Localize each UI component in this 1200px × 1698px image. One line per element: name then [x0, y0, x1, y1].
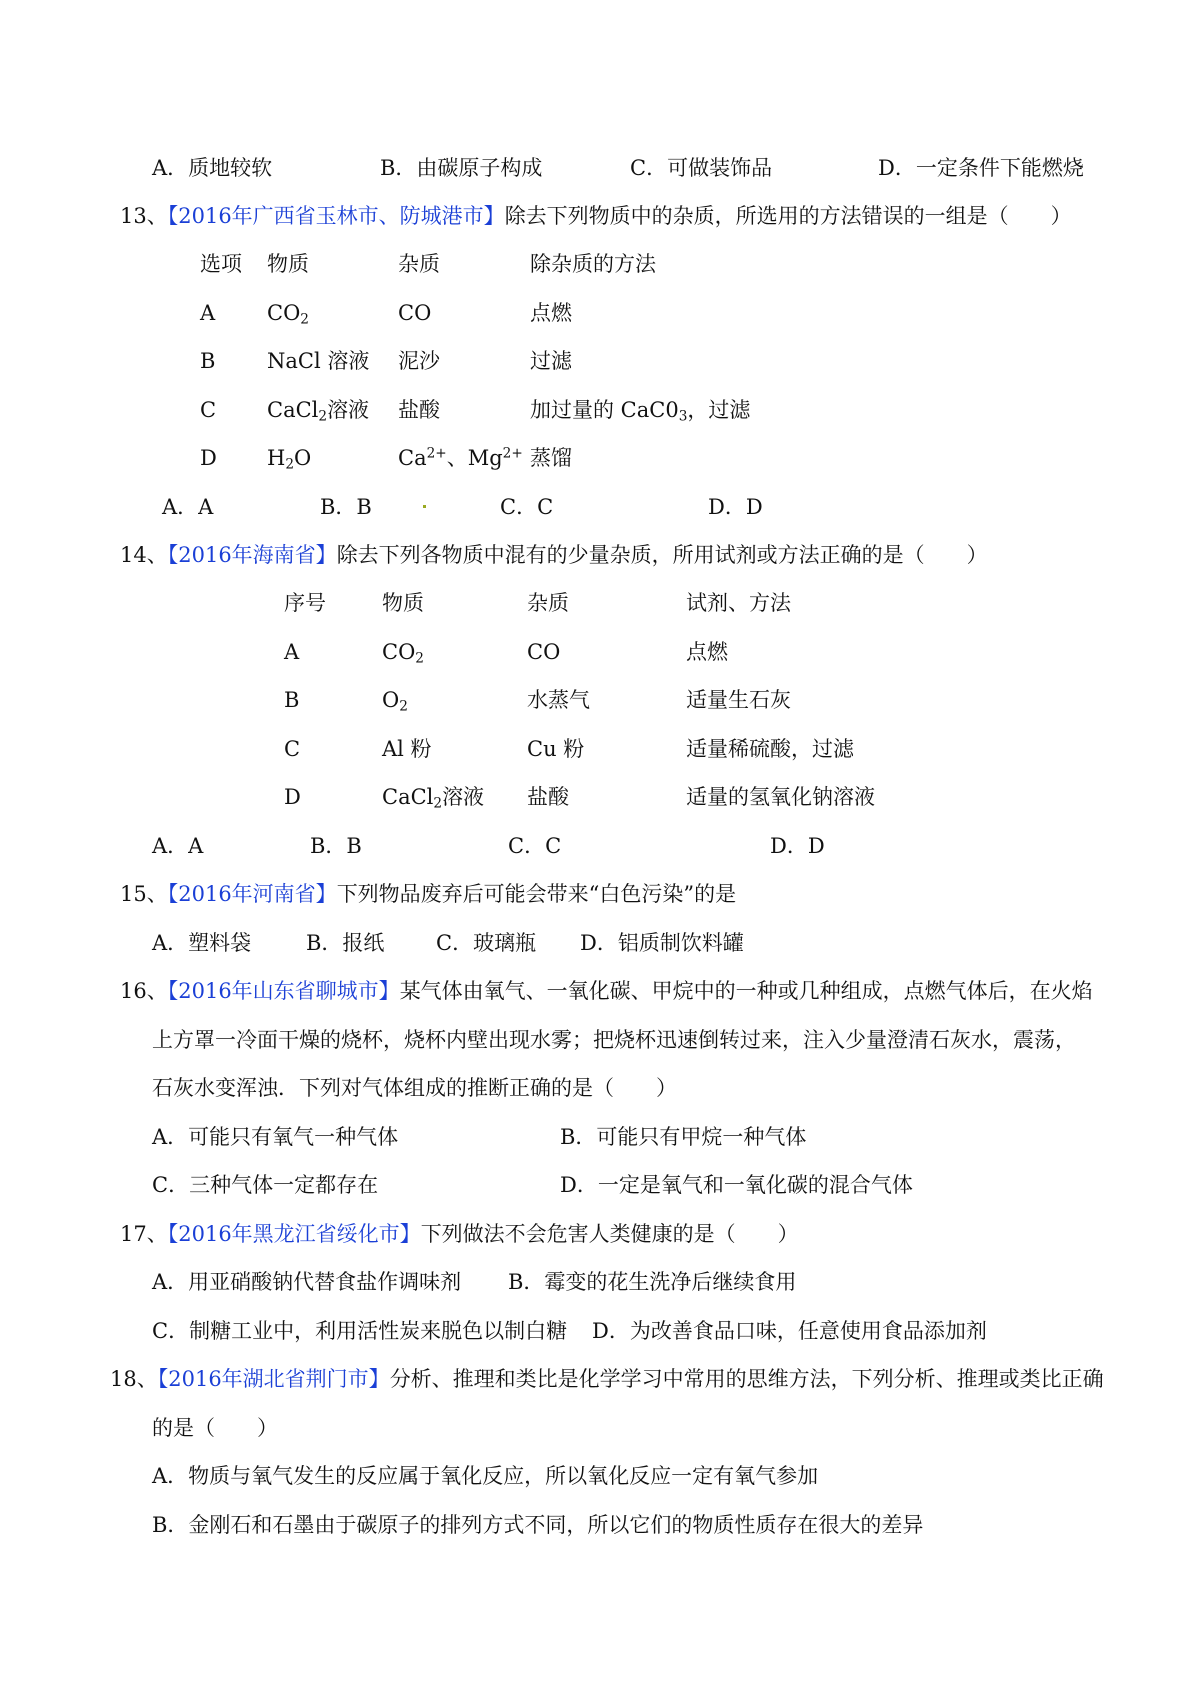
q13-option-a: A．A — [162, 495, 214, 519]
q14-row-method: 适量的氢氧化钠溶液 — [686, 785, 875, 809]
q14-row-substance: $O_2$ — [382, 688, 408, 715]
q16-stem-line-2: 上方罩一冷面干燥的烧杯，烧杯内壁出现水雾；把烧杯迅速倒转过来，注入少量澄清石灰水，震荡， — [152, 1028, 1076, 1052]
q14-row-number: A — [284, 640, 300, 664]
q13-row-method: 加过量的 $CaC0_3$，过滤 — [530, 398, 751, 425]
question-stem: 除去下列各物质中混有的少量杂质，所用试剂或方法正确的是（ ） — [336, 543, 988, 567]
q12-option-c: C．可做装饰品 — [630, 156, 773, 180]
q13-header-option: 选项 — [200, 252, 242, 276]
q13-row-method: 点燃 — [530, 301, 572, 325]
q14-row-method: 适量生石灰 — [686, 688, 791, 712]
q14-row-impurity: Cu 粉 — [527, 737, 585, 761]
q14-row-substance: $CO_2$ — [382, 640, 424, 667]
q13-row-option: B — [200, 349, 216, 373]
question-stem: 某气体由氧气、一氧化碳、甲烷中的一种或几种组成，点燃气体后，在火焰 — [399, 979, 1093, 1003]
question-source: 【2016年海南省】 — [167, 543, 337, 567]
q15-option-a: A．塑料袋 — [152, 931, 252, 955]
q16-option-b: B．可能只有甲烷一种气体 — [560, 1125, 807, 1149]
q15-option-d: D．铝质制饮料罐 — [580, 931, 744, 955]
q13-option-d: D．D — [708, 495, 763, 519]
question-source: 【2016年黑龙江省绥化市】 — [167, 1222, 421, 1246]
question-15 — [120, 881, 736, 907]
q14-option-b: B．B — [310, 834, 362, 858]
q17-option-c: C．制糖工业中，利用活性炭来脱色以制白糖 — [152, 1319, 568, 1343]
q13-header-method: 除杂质的方法 — [530, 252, 656, 276]
q14-option-a: A．A — [152, 834, 204, 858]
q14-row-impurity: CO — [527, 640, 561, 664]
question-source: 【2016年河南省】 — [167, 882, 337, 906]
q17-option-b: B．霉变的花生洗净后继续食用 — [508, 1270, 797, 1294]
q13-option-c: C．C — [500, 495, 554, 519]
q17-option-a: A．用亚硝酸钠代替食盐作调味剂 — [152, 1270, 462, 1294]
question-13 — [120, 203, 1072, 229]
q16-option-a: A．可能只有氧气一种气体 — [152, 1125, 399, 1149]
question-stem: 下列物品废弃后可能会带来“白色污染”的是 — [336, 882, 737, 906]
question-stem: 分析、推理和类比是化学学习中常用的思维方法，下列分析、推理或类比正确 — [389, 1367, 1104, 1391]
q13-row-substance: CaCl$_2$溶液 — [267, 398, 370, 425]
q14-row-number: C — [284, 737, 301, 761]
q13-row-impurity: 盐酸 — [398, 398, 440, 422]
q13-row-option: D — [200, 446, 217, 470]
q13-row-substance: $CO_2$ — [267, 301, 309, 328]
question-number: 16、 — [120, 979, 168, 1003]
q12-option-a: A．质地较软 — [152, 156, 273, 180]
stray-mark — [423, 505, 426, 508]
q14-row-substance: Al 粉 — [382, 737, 432, 761]
q13-row-method: 过滤 — [530, 349, 572, 373]
question-source: 【2016年山东省聊城市】 — [167, 979, 400, 1003]
q12-option-d: D．一定条件下能燃烧 — [878, 156, 1084, 180]
q14-row-impurity: 水蒸气 — [527, 688, 590, 712]
question-18 — [110, 1366, 1104, 1392]
q16-option-d: D．一定是氧气和一氧化碳的混合气体 — [560, 1173, 913, 1197]
question-number: 18、 — [110, 1367, 158, 1391]
q15-option-b: B．报纸 — [306, 931, 385, 955]
question-source: 【2016年湖北省荆门市】 — [157, 1367, 390, 1391]
q18-option-a: A．物质与氧气发生的反应属于氧化反应，所以氧化反应一定有氧气参加 — [152, 1464, 819, 1488]
question-number: 15、 — [120, 882, 168, 906]
question-number: 14、 — [120, 543, 168, 567]
q14-option-d: D．D — [770, 834, 825, 858]
q14-row-method: 点燃 — [686, 640, 728, 664]
q17-option-d: D．为改善食品口味，任意使用食品添加剂 — [592, 1319, 987, 1343]
q13-option-b: B．B — [320, 495, 372, 519]
q13-row-substance: $H_2O$ — [267, 446, 312, 473]
q15-option-c: C．玻璃瓶 — [436, 931, 537, 955]
q14-row-substance: CaCl$_2$溶液 — [382, 785, 485, 812]
q13-header-substance: 物质 — [267, 252, 309, 276]
q13-row-method: 蒸馏 — [530, 446, 572, 470]
q13-row-impurity: CO — [398, 301, 432, 325]
q14-row-number: D — [284, 785, 301, 809]
q13-row-impurity: 泥沙 — [398, 349, 440, 373]
question-stem: 除去下列物质中的杂质，所选用的方法错误的一组是（ ） — [504, 204, 1072, 228]
q12-option-b: B．由碳原子构成 — [380, 156, 543, 180]
question-number: 17、 — [120, 1222, 168, 1246]
question-source: 【2016年广西省玉林市、防城港市】 — [167, 204, 505, 228]
q14-header-impurity: 杂质 — [527, 591, 569, 615]
question-stem: 下列做法不会危害人类健康的是（ ） — [420, 1222, 799, 1246]
q14-header-method: 试剂、方法 — [686, 591, 791, 615]
q14-option-c: C．C — [508, 834, 562, 858]
q14-row-impurity: 盐酸 — [527, 785, 569, 809]
q16-stem-line-3: 石灰水变浑浊．下列对气体组成的推断正确的是（ ） — [152, 1076, 677, 1100]
question-number: 13、 — [120, 204, 168, 228]
q13-row-option: A — [200, 301, 216, 325]
question-17 — [120, 1221, 799, 1247]
q18-stem-line-2: 的是（ ） — [152, 1416, 278, 1440]
q14-header-number: 序号 — [284, 591, 326, 615]
q13-row-substance: NaCl 溶液 — [267, 349, 370, 373]
q16-option-c: C．三种气体一定都存在 — [152, 1173, 379, 1197]
q13-row-impurity: $Ca^{2+}$、$Mg^{2+}$ — [398, 445, 523, 470]
q13-header-impurity: 杂质 — [398, 252, 440, 276]
q13-row-option: C — [200, 398, 217, 422]
q14-header-substance: 物质 — [382, 591, 424, 615]
q14-row-number: B — [284, 688, 300, 712]
q18-option-b: B．金刚石和石墨由于碳原子的排列方式不同，所以它们的物质性质存在很大的差异 — [152, 1513, 924, 1537]
q14-row-method: 适量稀硫酸，过滤 — [686, 737, 854, 761]
question-16 — [120, 978, 1093, 1004]
question-14 — [120, 542, 988, 568]
